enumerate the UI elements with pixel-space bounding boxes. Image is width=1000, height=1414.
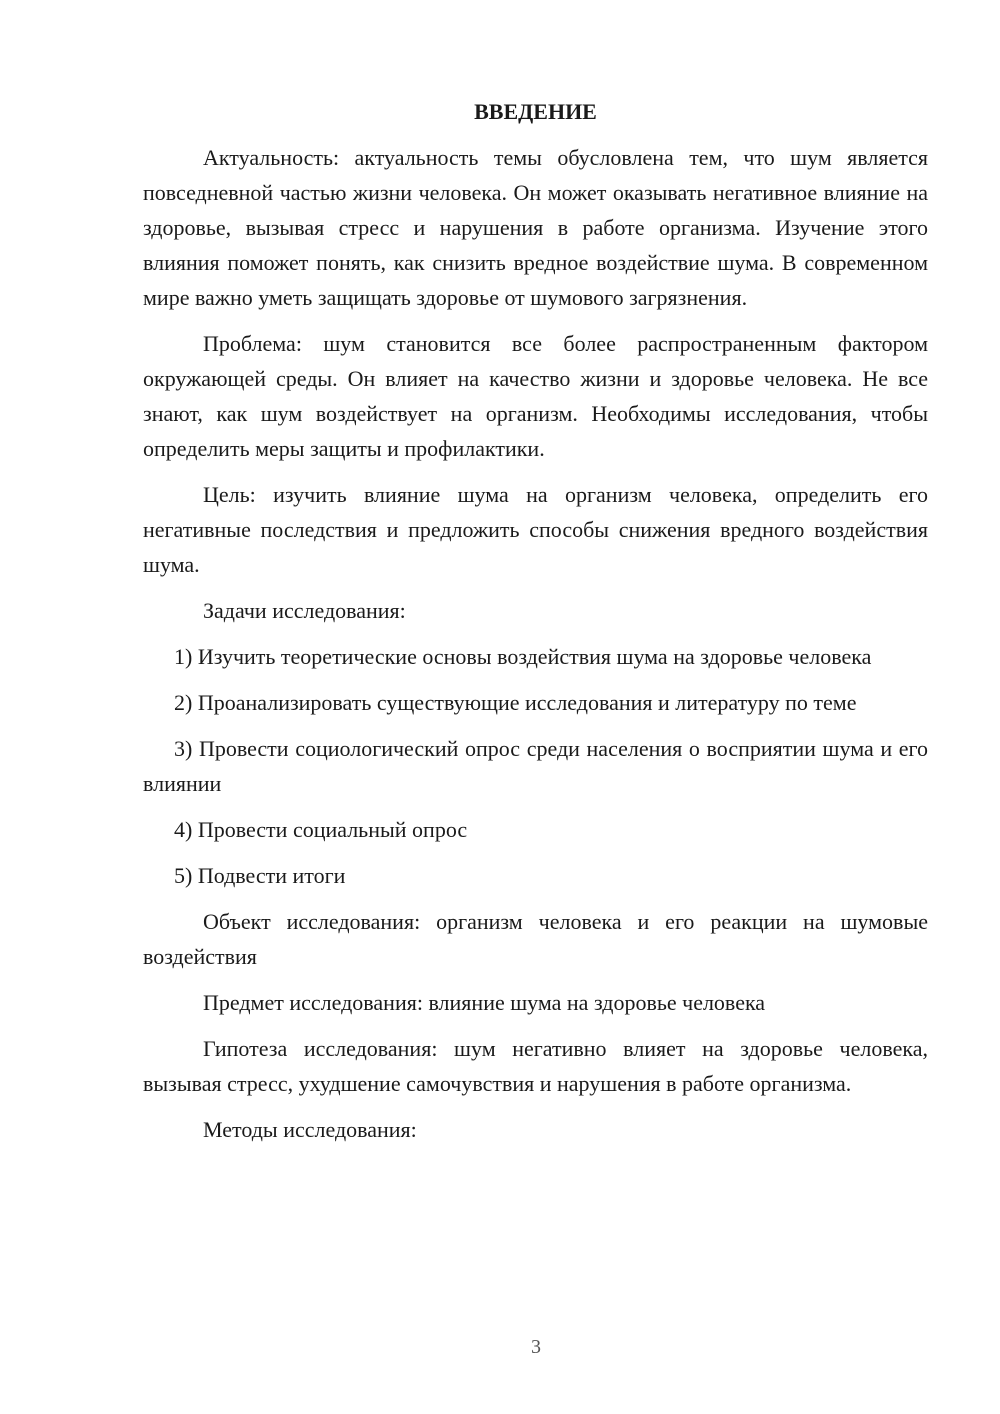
page-content: [143, 94, 928, 1147]
task-item-5: 5) Подвести итоги: [174, 863, 346, 888]
task-item-2: 2) Проанализировать существующие исследования и литературу по теме: [174, 690, 857, 715]
paragraph-object: Объект исследования: организм человека и его реакции на шумовые воздействия: [143, 909, 928, 969]
paragraph-goal: Цель: изучить влияние шума на организм человека, определить его негативные последствия и предложить способы снижения вредного воздействия шума.: [143, 482, 928, 577]
task-item-4: 4) Провести социальный опрос: [174, 817, 468, 842]
paragraph-problem: Проблема: шум становится все более распространенным фактором окружающей среды. Он влияет на качество жизни и здоровье человека. Не все знают, как шум воздействует на организм. Необходимы исследования, чтобы определить меры защиты и профилактики.: [143, 331, 928, 461]
section-heading: ВВЕДЕНИЕ: [474, 99, 597, 124]
tasks-heading: Задачи исследования:: [203, 598, 406, 623]
task-item-3: 3) Провести социологический опрос среди населения о восприятии шума и его влиянии: [143, 736, 928, 796]
page-number: 3: [531, 1336, 541, 1358]
methods-heading: Методы исследования:: [203, 1117, 417, 1142]
paragraph-relevance: Актуальность: актуальность темы обусловлена тем, что шум является повседневной частью жизни человека. Он может оказывать негативное влияние на здоровье, вызывая стресс и нарушения в работе организма. Изучение этого влияния поможет понять, как снизить вредное воздействие шума. В современном мире важно уметь защищать здоровье от шумового загрязнения.: [143, 145, 928, 310]
task-item-1: 1) Изучить теоретические основы воздействия шума на здоровье человека: [174, 644, 872, 669]
paragraph-hypothesis: Гипотеза исследования: шум негативно влияет на здоровье человека, вызывая стресс, ухудшение самочувствия и нарушения в работе организма.: [143, 1036, 928, 1096]
paragraph-subject: Предмет исследования: влияние шума на здоровье человека: [203, 990, 766, 1015]
